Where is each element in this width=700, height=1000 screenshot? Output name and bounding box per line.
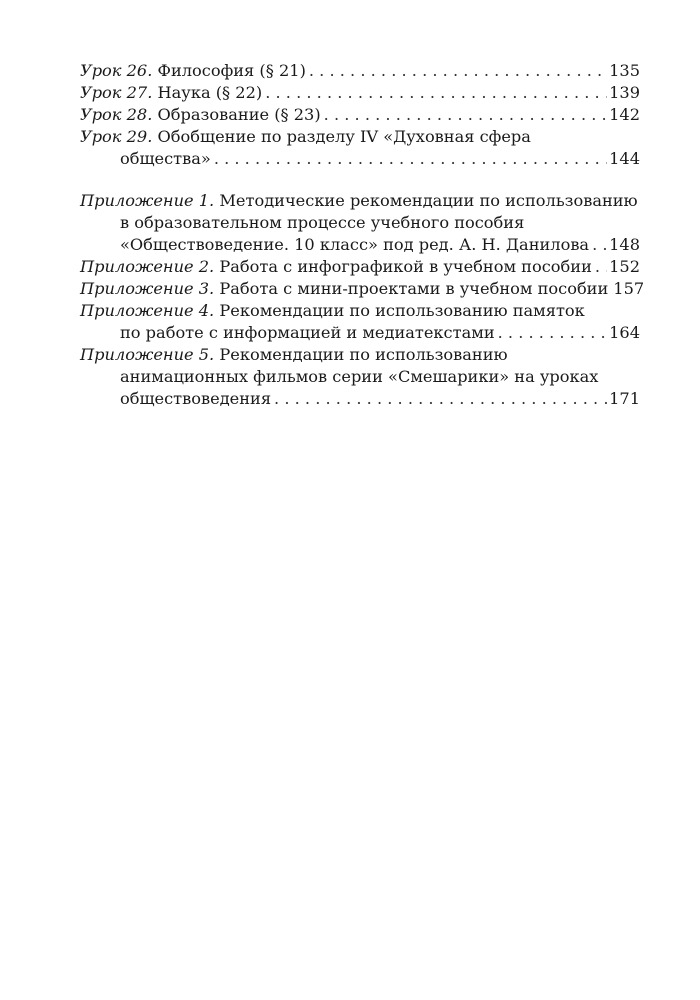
entry-title: Образование (§ 23) — [157, 105, 321, 124]
entry-title: Работа с инфографикой в учебном пособии — [219, 257, 592, 276]
page-number: 142 — [609, 105, 640, 124]
entry-title-continued: «Обществоведение. 10 класс» под ред. А. Н. Данилова — [120, 235, 590, 254]
table-of-contents — [80, 60, 645, 410]
page-number: 144 — [609, 149, 640, 168]
toc-entry-lesson-27[interactable] — [80, 82, 640, 104]
toc-entry-lesson-28[interactable] — [80, 104, 640, 126]
entry-lead: Урок 29. — [80, 127, 153, 146]
entry-title-continued: анимационных фильмов серии «Смешарики» на уроках — [120, 367, 599, 386]
toc-entry-lesson-29[interactable] — [80, 126, 640, 170]
entry-title: Философия (§ 21) — [157, 61, 306, 80]
toc-entry-appendix-2[interactable] — [80, 256, 640, 278]
entry-title: Рекомендации по использованию — [219, 345, 508, 364]
entry-title-continued: по работе с информацией и медиатекстами — [120, 323, 495, 342]
entry-lead: Приложение 1. — [80, 191, 215, 210]
page-number: 157 — [613, 279, 645, 298]
entry-lead: Приложение 4. — [80, 301, 215, 320]
entry-title: Рекомендации по использованию памяток — [219, 301, 585, 320]
toc-entry-appendix-3[interactable] — [80, 278, 645, 300]
leader-dots — [592, 234, 607, 256]
entry-title: Обобщение по разделу IV «Духовная сфера — [157, 127, 531, 146]
toc-entry-lesson-26[interactable] — [80, 60, 640, 82]
entry-lead: Приложение 2. — [80, 257, 215, 276]
entry-lead: Урок 27. — [80, 83, 153, 102]
page-number: 171 — [609, 389, 640, 408]
entry-title-continued: в образовательном процессе учебного пособия — [120, 213, 525, 232]
entry-title: Наука (§ 22) — [157, 83, 263, 102]
toc-entry-appendix-1[interactable] — [80, 190, 640, 256]
entry-lead: Приложение 5. — [80, 345, 215, 364]
leader-dots — [274, 388, 607, 410]
leader-dots — [214, 148, 607, 170]
leader-dots — [324, 104, 607, 126]
leader-dots — [265, 82, 607, 104]
page-number: 139 — [609, 83, 640, 102]
entry-lead: Урок 28. — [80, 105, 153, 124]
entry-lead: Приложение 3. — [80, 279, 215, 298]
entry-title-continued: обществоведения — [120, 389, 272, 408]
section-spacer — [80, 170, 640, 190]
leader-dots — [309, 60, 607, 82]
entry-lead: Урок 26. — [80, 61, 153, 80]
page-number: 135 — [609, 61, 640, 80]
entry-title: Методические рекомендации по использованию — [219, 191, 638, 210]
entry-title-continued: общества» — [120, 149, 211, 168]
toc-entry-appendix-5[interactable] — [80, 344, 640, 410]
leader-dots — [595, 256, 607, 278]
toc-entry-appendix-4[interactable] — [80, 300, 640, 344]
page-number: 148 — [609, 235, 640, 254]
leader-dots — [498, 322, 607, 344]
page-number: 152 — [609, 257, 640, 276]
entry-title: Работа с мини-проектами в учебном пособии — [219, 279, 609, 298]
page-number: 164 — [609, 323, 640, 342]
